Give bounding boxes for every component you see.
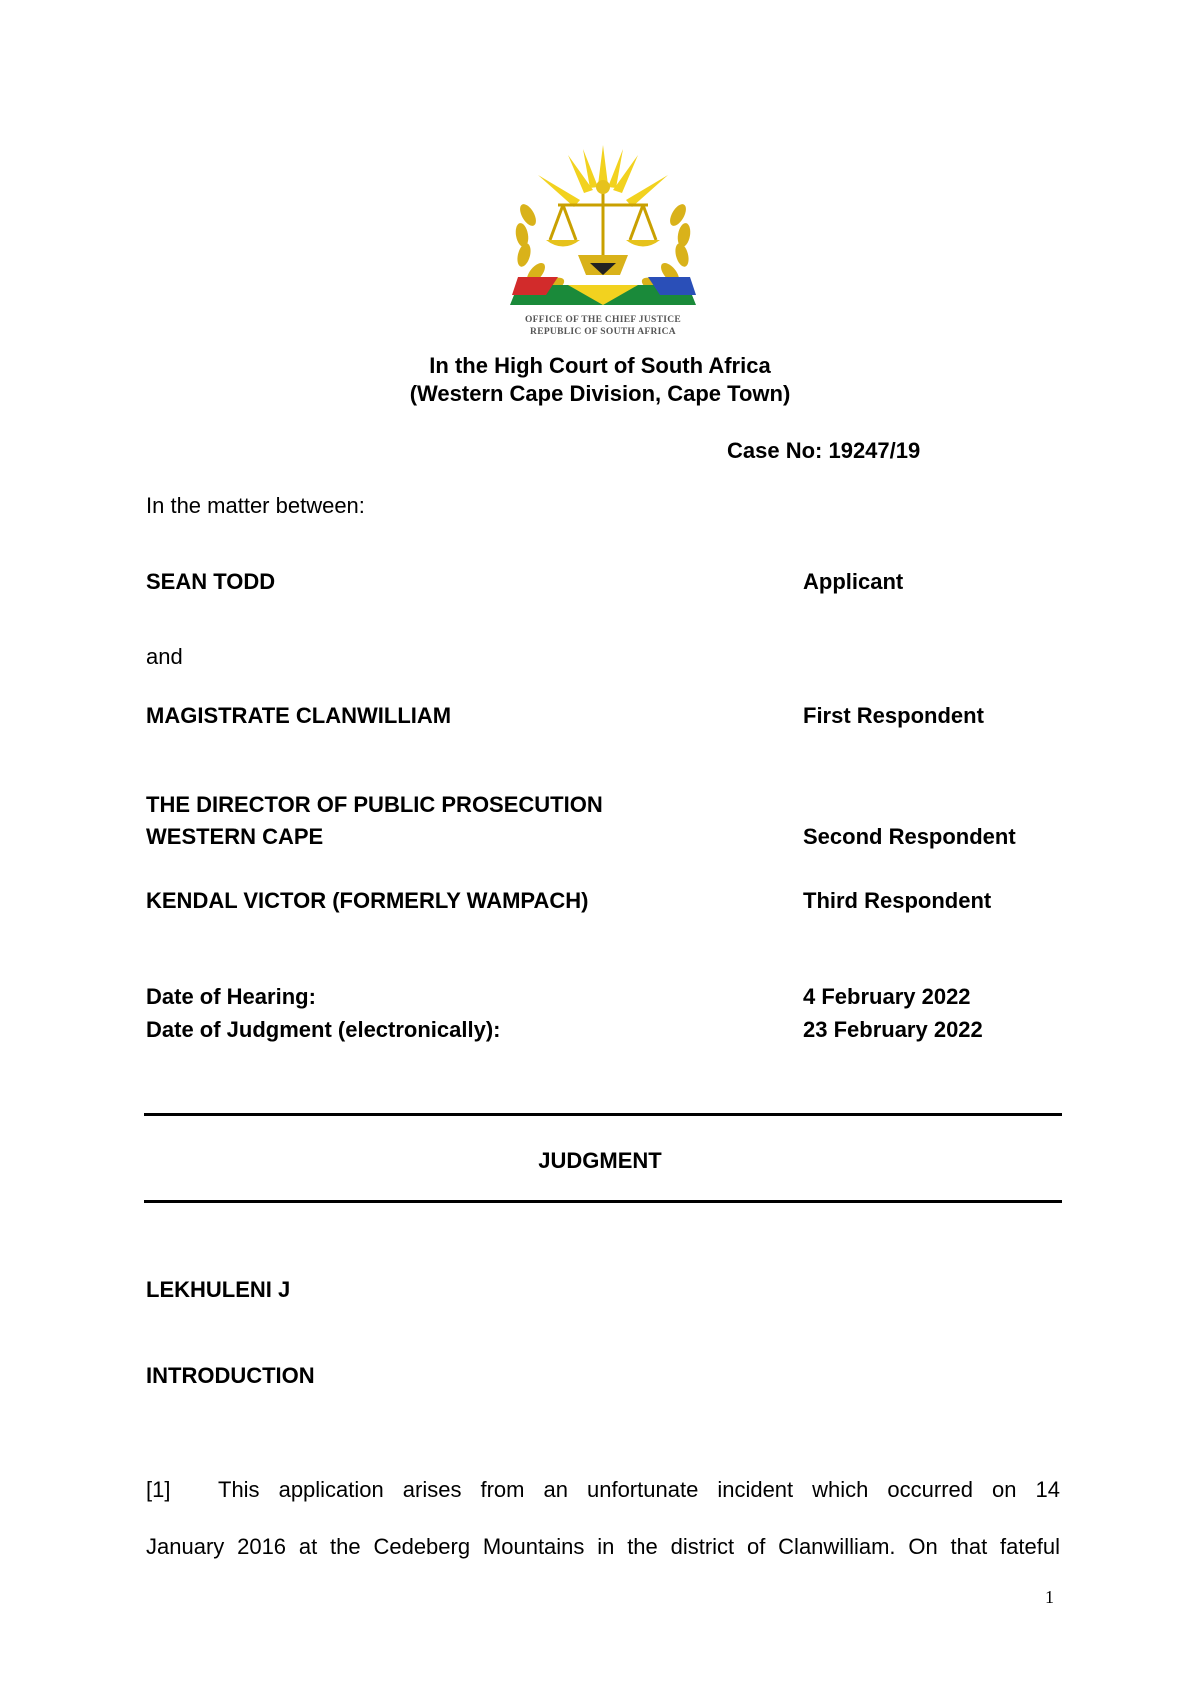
judgment-date-value: 23 February 2022 bbox=[803, 1017, 983, 1042]
page-number: 1 bbox=[1045, 1587, 1054, 1607]
logo-caption-line1: OFFICE OF THE CHIEF JUSTICE bbox=[524, 315, 682, 325]
section-heading: INTRODUCTION bbox=[146, 1363, 315, 1388]
applicant-role: Applicant bbox=[803, 569, 904, 594]
applicant-name: SEAN TODD bbox=[146, 569, 276, 594]
and-text: and bbox=[146, 644, 183, 669]
bottom-divider bbox=[144, 1200, 1062, 1203]
judge-name: LEKHULENI J bbox=[146, 1277, 291, 1302]
logo-caption-line2: REPUBLIC OF SOUTH AFRICA bbox=[530, 327, 676, 337]
hearing-date-value: 4 February 2022 bbox=[803, 984, 971, 1009]
court-title-line2: (Western Cape Division, Cape Town) bbox=[409, 381, 791, 406]
paragraph-line: This application arises from an unfortunate incident which occurred on 14 bbox=[218, 1477, 1060, 1502]
third-respondent-name: KENDAL VICTOR (FORMERLY WAMPACH) bbox=[146, 888, 589, 913]
hearing-date-label: Date of Hearing: bbox=[146, 984, 316, 1009]
case-number: Case No: 19247/19 bbox=[727, 438, 921, 463]
court-title-line1: In the High Court of South Africa bbox=[429, 353, 771, 378]
second-respondent-name-line1: THE DIRECTOR OF PUBLIC PROSECUTION bbox=[146, 792, 603, 817]
second-respondent-role: Second Respondent bbox=[803, 824, 1016, 849]
judgment-date-label: Date of Judgment (electronically): bbox=[146, 1017, 501, 1042]
matter-between-text: In the matter between: bbox=[146, 493, 365, 518]
first-respondent-role: First Respondent bbox=[803, 703, 984, 728]
court-logo bbox=[498, 145, 708, 337]
first-respondent-name: MAGISTRATE CLANWILLIAM bbox=[146, 703, 452, 728]
paragraph-number: [1] bbox=[146, 1477, 171, 1502]
court-coat-of-arms-icon bbox=[498, 145, 708, 305]
third-respondent-role: Third Respondent bbox=[803, 888, 992, 913]
paragraph-line: January 2016 at the Cedeberg Mountains in the district of Clanwilliam. On that fateful bbox=[146, 1534, 1060, 1559]
second-respondent-name-line2: WESTERN CAPE bbox=[146, 824, 324, 849]
top-divider bbox=[144, 1113, 1062, 1116]
judgment-title: JUDGMENT bbox=[538, 1148, 662, 1173]
